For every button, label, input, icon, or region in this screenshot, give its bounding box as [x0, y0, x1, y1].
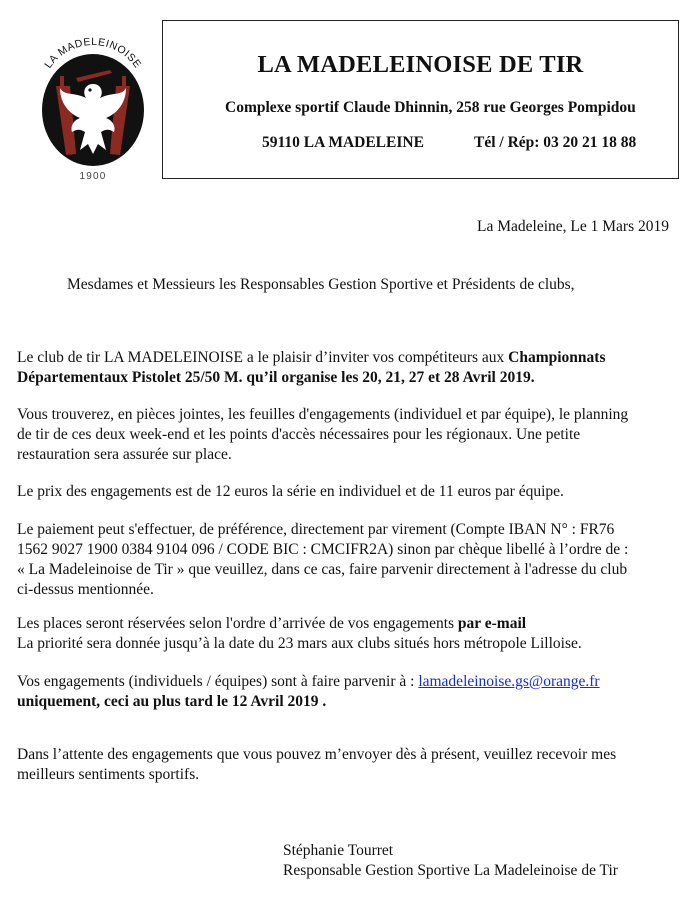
club-city: 59110 LA MADELEINE	[262, 134, 424, 151]
letter-date: La Madeleine, Le 1 Mars 2019	[477, 218, 669, 235]
paragraph-attachments-line1: Vous trouverez, en pièces jointes, les feuilles d'engagements (individuel et par équipe), le planning	[17, 406, 629, 423]
signature-name: Stéphanie Tourret	[283, 842, 394, 859]
paragraph-closing-line2: meilleurs sentiments sportifs.	[17, 766, 200, 783]
club-logo	[30, 22, 156, 182]
paragraph-payment-line1: Le paiement peut s'effectuer, de préférence, directement par virement (Compte IBAN N° : FR76	[17, 521, 615, 538]
paragraph-submission-line2: uniquement, ceci au plus tard le 12 Avril 2019 .	[17, 693, 327, 710]
paragraph-payment-line2: 1562 9027 1900 0384 9104 096 / CODE BIC : CMCIFR2A) sinon par chèque libellé à l’ordre de :	[17, 541, 629, 558]
salutation: Mesdames et Messieurs les Responsables Gestion Sportive et Présidents de clubs,	[67, 276, 575, 293]
club-title: LA MADELEINOISE DE TIR	[257, 51, 584, 78]
paragraph-places-line2: La priorité sera donnée jusqu’à la date du 23 mars aux clubs situés hors métropole Lilloise.	[17, 635, 582, 652]
paragraph-invitation-line1: Le club de tir LA MADELEINOISE a le plaisir d’inviter vos compétiteurs aux Championnats	[17, 349, 606, 366]
signature-role: Responsable Gestion Sportive La Madeleinoise de Tir	[283, 862, 618, 879]
paragraph-places-line1: Les places seront réservées selon l'ordre d’arrivée de vos engagements par e-mail	[17, 615, 527, 632]
logo-year: 1900	[79, 171, 107, 182]
paragraph-payment-line4: ci-dessus mentionnée.	[17, 581, 154, 598]
letterhead-box	[162, 20, 679, 179]
paragraph-invitation-line2: Départementaux Pistolet 25/50 M. qu’il organise les 20, 21, 27 et 28 Avril 2019.	[17, 369, 535, 386]
paragraph-closing-line1: Dans l’attente des engagements que vous pouvez m’envoyer dès à présent, veuillez recevoir mes	[17, 746, 617, 763]
logo-arc-text: LA MADELEINOISE	[42, 35, 144, 71]
email-link[interactable]: lamadeleinoise.gs@orange.fr	[418, 673, 600, 690]
paragraph-attachments-line3: restauration sera assurée sur place.	[17, 446, 232, 463]
paragraph-submission-line1: Vos engagements (individuels / équipes) sont à faire parvenir à : lamadeleinoise.gs@orange.fr	[17, 673, 600, 690]
paragraph-prices: Le prix des engagements est de 12 euros la série en individuel et de 11 euros par équipe.	[17, 483, 564, 500]
club-address: Complexe sportif Claude Dhinnin, 258 rue Georges Pompidou	[225, 99, 636, 116]
club-phone: Tél / Rép: 03 20 21 18 88	[474, 134, 637, 151]
paragraph-attachments-line2: de tir de ces deux week-end et les points d'accès nécessaires pour les régionaux. Une petite	[17, 426, 581, 443]
paragraph-payment-line3: « La Madeleinoise de Tir » que veuillez, dans ce cas, faire parvenir directement à l'adresse du club	[17, 561, 628, 578]
